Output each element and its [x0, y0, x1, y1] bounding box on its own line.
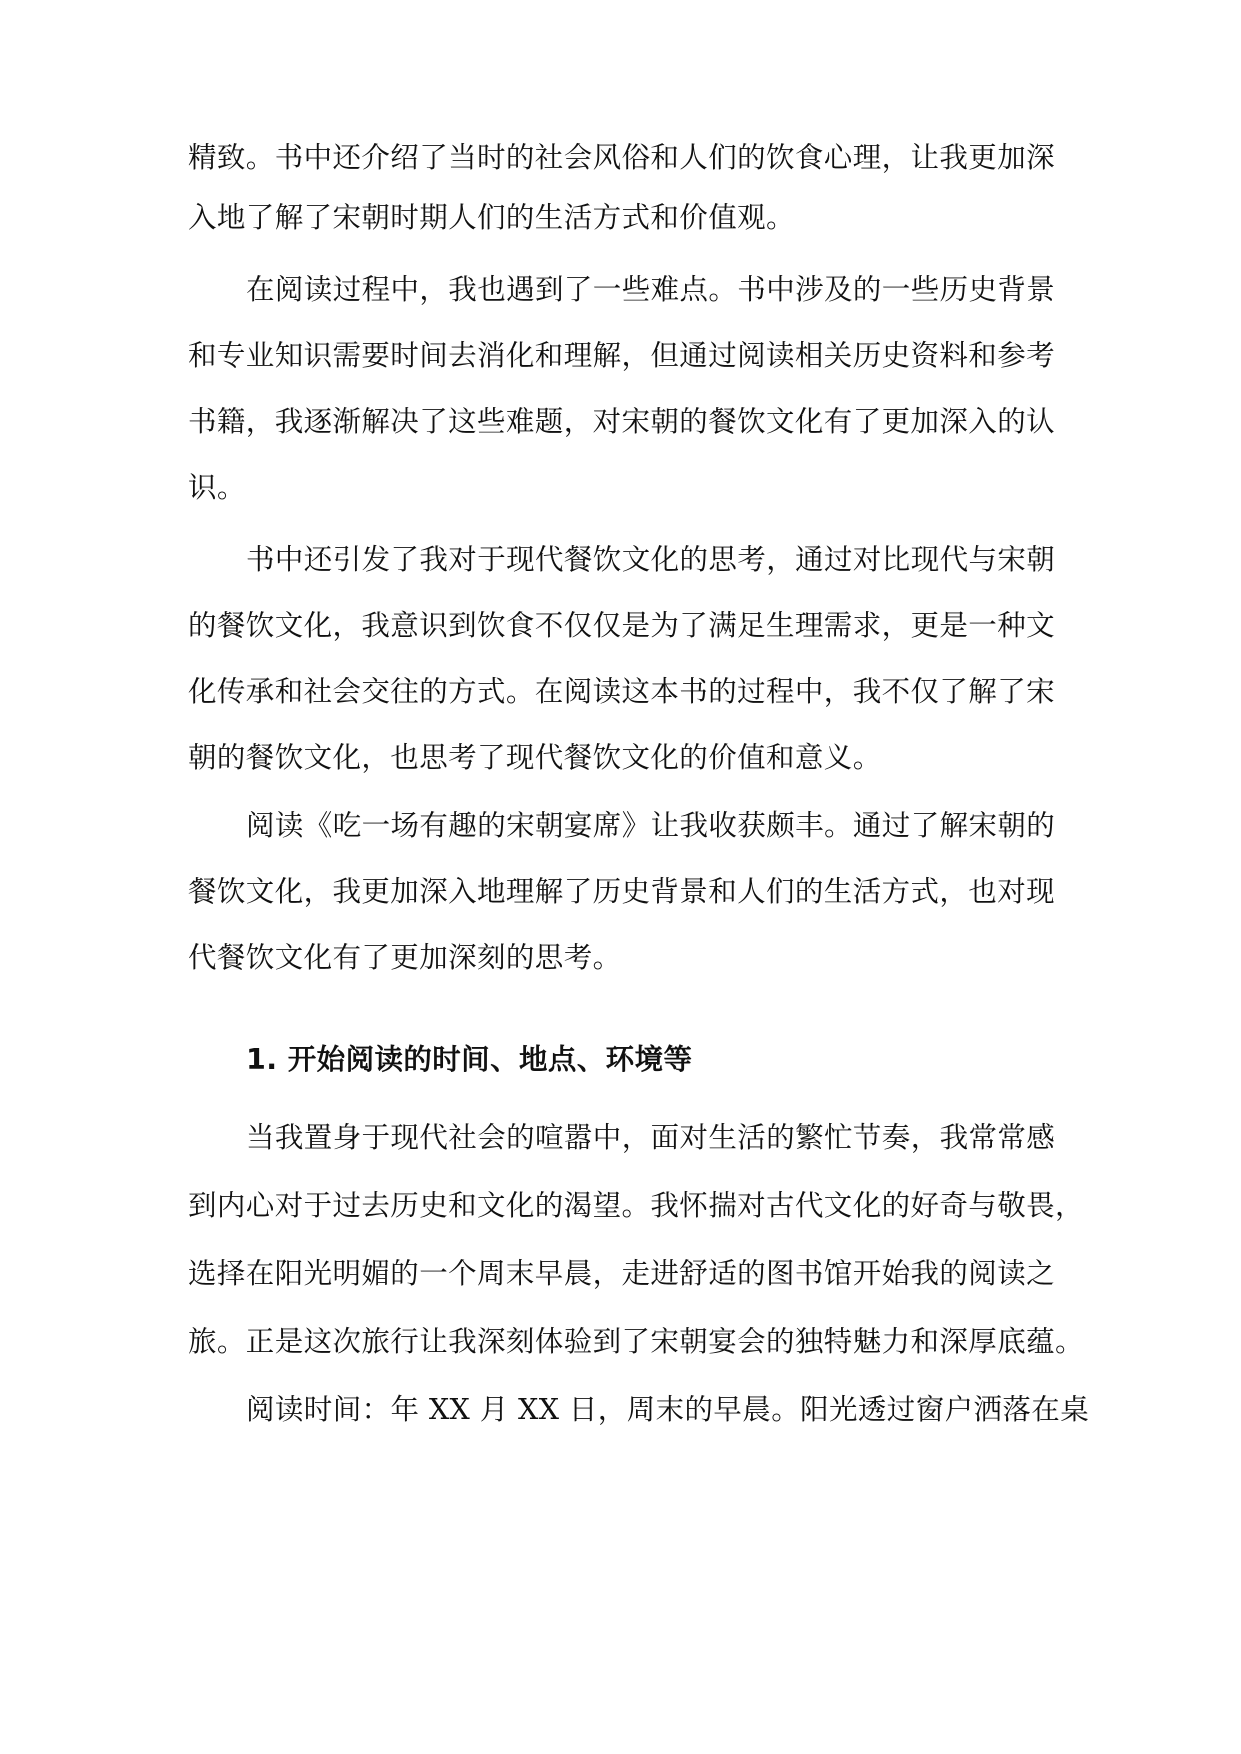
paragraph-3-line-3: 化传承和社会交往的方式。在阅读这本书的过程中，我不仅了解了宋 [188, 675, 1056, 708]
section-heading: 1. 开始阅读的时间、地点、环境等 [246, 1043, 693, 1076]
paragraph-1-line-2: 入地了解了宋朝时期人们的生活方式和价值观。 [188, 201, 795, 234]
paragraph-5-line-1: 当我置身于现代社会的喧嚣中，面对生活的繁忙节奏，我常常感 [246, 1121, 1056, 1154]
paragraph-1-line-1: 精致。书中还介绍了当时的社会风俗和人们的饮食心理，让我更加深 [188, 141, 1056, 174]
paragraph-4-line-2: 餐饮文化，我更加深入地理解了历史背景和人们的生活方式，也对现 [188, 875, 1056, 908]
paragraph-3-line-2: 的餐饮文化，我意识到饮食不仅仅是为了满足生理需求，更是一种文 [188, 609, 1056, 642]
paragraph-2-line-2: 和专业知识需要时间去消化和理解，但通过阅读相关历史资料和参考 [188, 339, 1056, 372]
paragraph-2-line-3: 书籍，我逐渐解决了这些难题，对宋朝的餐饮文化有了更加深入的认 [188, 405, 1056, 438]
paragraph-6-line-1: 阅读时间：年 XX 月 XX 日，周末的早晨。阳光透过窗户洒落在桌 [246, 1393, 1090, 1426]
paragraph-2-line-1: 在阅读过程中，我也遇到了一些难点。书中涉及的一些历史背景 [246, 273, 1056, 306]
paragraph-5-line-2: 到内心对于过去历史和文化的渴望。我怀揣对古代文化的好奇与敬畏， [188, 1189, 1084, 1222]
paragraph-2-line-4: 识。 [188, 471, 246, 504]
paragraph-3-line-1: 书中还引发了我对于现代餐饮文化的思考，通过对比现代与宋朝 [246, 543, 1056, 576]
paragraph-3-line-4: 朝的餐饮文化，也思考了现代餐饮文化的价值和意义。 [188, 741, 882, 774]
paragraph-4-line-1: 阅读《吃一场有趣的宋朝宴席》让我收获颇丰。通过了解宋朝的 [246, 809, 1056, 842]
paragraph-5-line-3: 选择在阳光明媚的一个周末早晨，走进舒适的图书馆开始我的阅读之 [188, 1257, 1056, 1290]
paragraph-4-line-3: 代餐饮文化有了更加深刻的思考。 [188, 941, 622, 974]
paragraph-5-line-4: 旅。正是这次旅行让我深刻体验到了宋朝宴会的独特魅力和深厚底蕴。 [188, 1325, 1084, 1358]
